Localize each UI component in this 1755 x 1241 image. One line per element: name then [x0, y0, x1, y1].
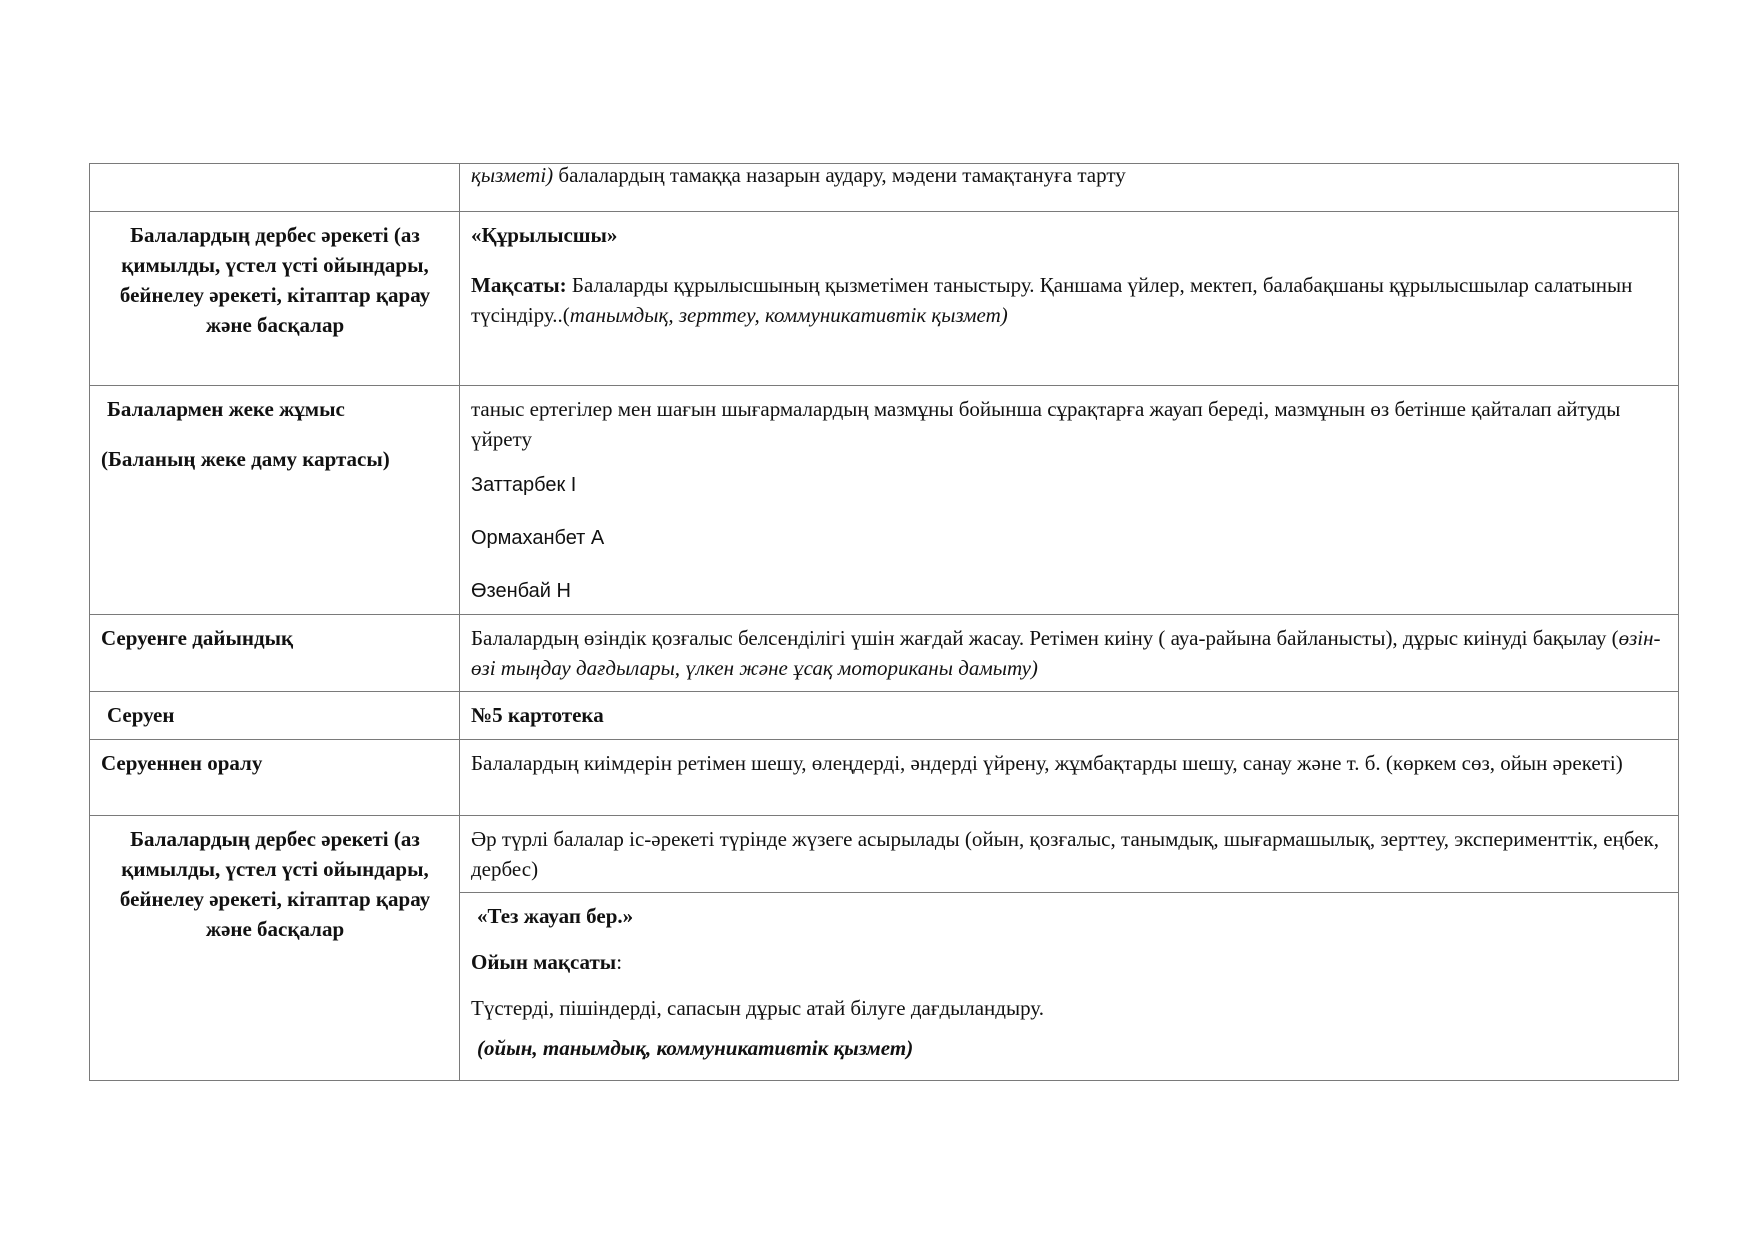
- daily-plan-table: [89, 163, 1679, 1081]
- row-label: [90, 386, 460, 615]
- game-goal-label: Ойын мақсаты: [471, 950, 617, 974]
- goal-text: Балаларды құрылысшының қызметімен таныстыру. Қаншама үйлер, мектеп, балабақшаны құрылысшылар салатынын түсіндіру..(: [471, 273, 1633, 327]
- row-label: Серуеннен оралу: [90, 740, 460, 816]
- table-row: [90, 740, 1679, 816]
- italic-text: өзін-өзі тыңдау дағдылары, үлкен және ұсақ моториканы дамыту): [471, 626, 1661, 680]
- content-text: Балалардың өзіндік қозғалыс белсенділігі үшін жағдай жасау. Ретімен киіну ( ауа-райына байланысты), дұрыс киінуді бақылау (: [471, 626, 1619, 650]
- row-label: [90, 164, 460, 212]
- row-label-line: Балалармен жеке жұмыс: [107, 397, 345, 421]
- row-label: Серуенге дайындық: [90, 615, 460, 692]
- content-text: балалардың тамаққа назарын аудару, мәдени тамақтануға тарту: [553, 163, 1126, 187]
- game-italic: (ойын, танымдық, коммуникативтік қызмет): [477, 1036, 914, 1060]
- table-row: [90, 212, 1679, 386]
- content-text: таныс ертегілер мен шағын шығармалардың мазмұны бойынша сұрақтарға жауап береді, мазмұнын өз бетінше қайталап айтуды үйрету: [471, 397, 1621, 451]
- row-content: [460, 615, 1679, 692]
- game-title: «Тез жауап бер.»: [477, 904, 634, 928]
- row-content: [460, 893, 1679, 1081]
- row-label-line: (Баланың жеке даму картасы): [101, 447, 390, 471]
- game-text: Түстерді, пішіндерді, сапасын дұрыс атай білуге дағдыландыру.: [471, 996, 1044, 1020]
- table-row: [90, 692, 1679, 740]
- row-content: Балалардың киімдерін ретімен шешу, өлеңдерді, әндерді үйрену, жұмбақтарды шешу, санау және т. б. (көркем сөз, ойын әрекеті): [460, 740, 1679, 816]
- row-content: Әр түрлі балалар іс-әрекеті түрінде жүзеге асырылады (ойын, қозғалыс, танымдық, шығармашылық, зерттеу, эксперименттік, еңбек, дербес): [460, 816, 1679, 893]
- italic-text: қызметі): [471, 163, 554, 187]
- table-row: [90, 615, 1679, 692]
- row-label: Балалардың дербес әрекеті (аз қимылды, үстел үсті ойындары, бейнелеу әрекеті, кітаптар қарау және басқалар: [90, 212, 460, 386]
- row-content: [460, 164, 1679, 212]
- colon: :: [616, 950, 623, 974]
- child-name: Заттарбек І: [471, 474, 577, 496]
- row-content: [460, 386, 1679, 615]
- row-label-text: Серуен: [107, 703, 175, 727]
- activity-title: «Құрылысшы»: [471, 223, 618, 247]
- table-row: [90, 164, 1679, 212]
- table-row: [90, 386, 1679, 615]
- row-label: Балалардың дербес әрекеті (аз қимылды, үстел үсті ойындары, бейнелеу әрекеті, кітаптар қарау және басқалар: [90, 816, 460, 1081]
- goal-label: Мақсаты:: [471, 273, 567, 297]
- table-row: [90, 816, 1679, 893]
- row-label: [90, 692, 460, 740]
- child-name: Өзенбай Н: [471, 580, 571, 602]
- goal-italic: танымдық, зерттеу, коммуникативтік қызмет): [569, 303, 1008, 327]
- row-content: №5 картотека: [460, 692, 1679, 740]
- child-name: Ормаханбет А: [471, 527, 605, 549]
- row-content: [460, 212, 1679, 386]
